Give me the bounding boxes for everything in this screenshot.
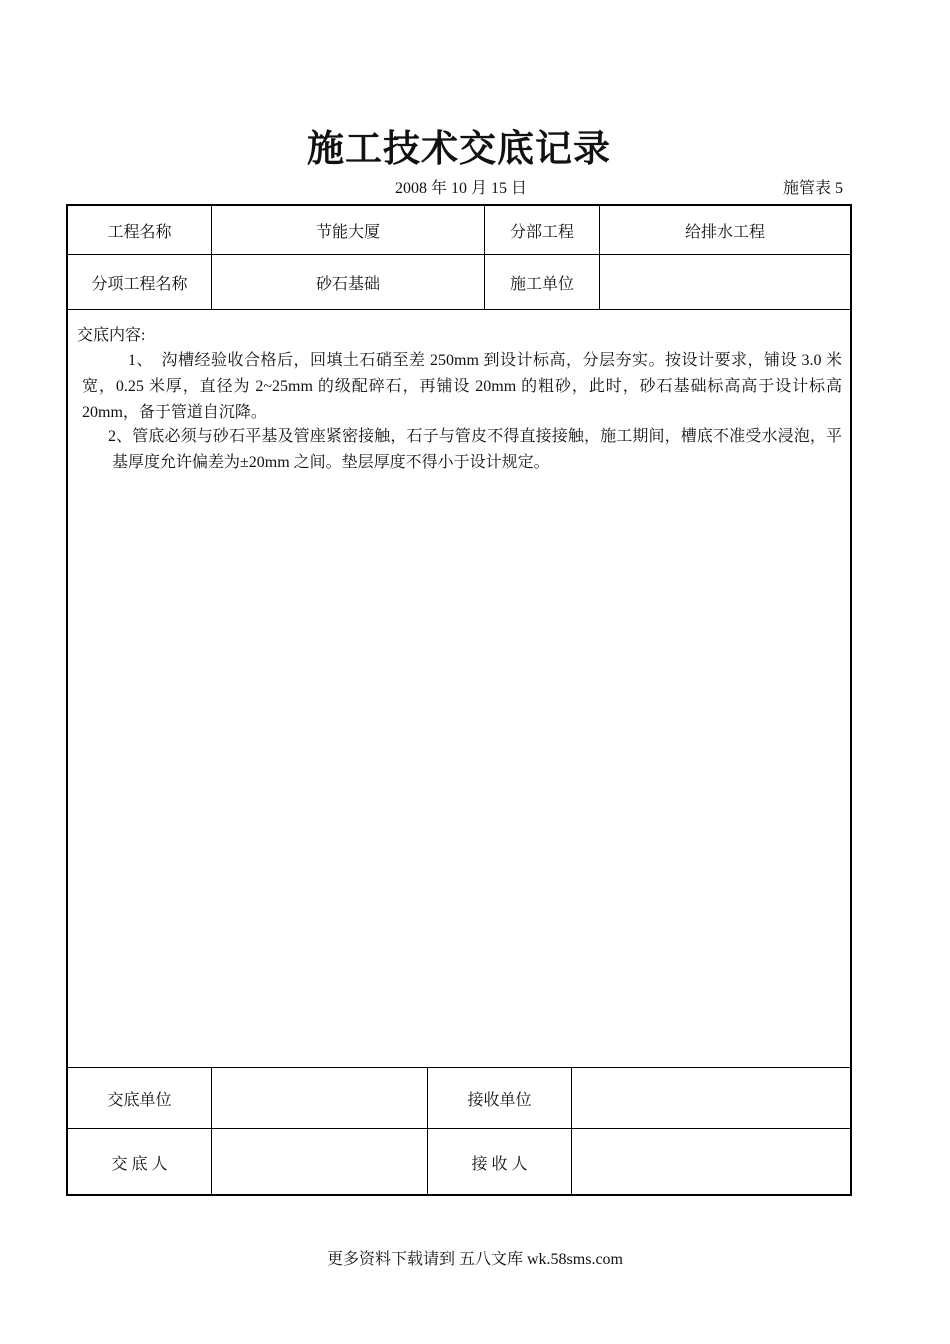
division-label: 分部工程 (485, 206, 600, 254)
receiver-label: 接 收 人 (428, 1129, 572, 1196)
content-section (68, 310, 850, 1068)
project-name-field[interactable]: 节能大厦 (212, 206, 485, 254)
content-label: 交底内容: (77, 327, 146, 344)
content-paragraph-2: 2、管底必须与砂石平基及管座紧密接触，石子与管皮不得直接接触，施工期间，槽底不准受水浸泡，平基厚度允许偏差为±20mm 之间。垫层厚度不得小于设计规定。 (108, 428, 842, 471)
page-title: 施工技术交底记录 (307, 127, 611, 170)
sign-row-2 (68, 1129, 850, 1196)
footer-link[interactable]: 更多资料下载请到 五八文库 wk.58sms.com (326, 1251, 623, 1268)
subitem-label: 分项工程名称 (68, 255, 212, 309)
subitem-field[interactable]: 砂石基础 (212, 255, 485, 309)
division-field[interactable]: 给排水工程 (684, 223, 765, 241)
form-number: 施管表 5 (782, 180, 843, 197)
header-row-2 (68, 255, 850, 310)
giver-label: 交 底 人 (68, 1129, 212, 1196)
receiver-unit-field[interactable] (572, 1068, 850, 1128)
record-table (66, 204, 852, 1196)
giver-field[interactable] (212, 1129, 428, 1196)
header-row-1 (68, 206, 850, 255)
content-paragraph-1: 1、 沟槽经验收合格后，回填土石硝至差 250mm 到设计标高，分层夯实。按设计要求，铺设 3.0 米宽，0.25 米厚，直径为 2~25mm 的级配碎石，再铺设 20mm 的粗砂，此时，砂石基础标高高于设计标高 20mm，备于管道自沉降。 (82, 352, 842, 421)
receiver-field[interactable] (572, 1129, 850, 1196)
giver-unit-field[interactable] (212, 1068, 428, 1128)
contractor-field[interactable] (600, 255, 850, 309)
sign-row-1 (68, 1068, 850, 1129)
giver-unit-label: 交底单位 (68, 1068, 212, 1128)
receiver-unit-label: 接收单位 (428, 1068, 572, 1128)
project-name-label: 工程名称 (68, 206, 212, 254)
contractor-label: 施工单位 (485, 255, 600, 309)
record-date: 2008 年 10 月 15 日 (395, 180, 528, 197)
